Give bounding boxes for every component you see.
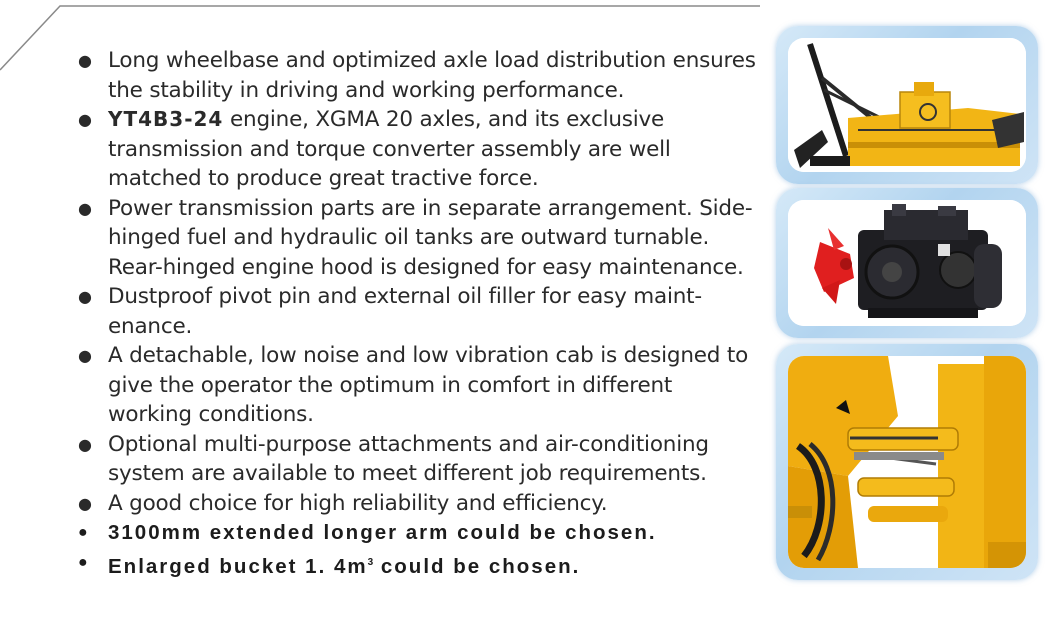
feature-item-arm: ● 3100mm extended longer arm could be chosen. — [70, 518, 760, 548]
bullet-icon: ● — [78, 493, 92, 513]
feature-item: ● A detachable, low noise and low vibration cab is designed to give the operator the optimum in comfort in different working conditions. — [78, 343, 749, 427]
diesel-engine-photo — [788, 200, 1026, 326]
feature-item: ● Dustproof pivot pin and external oil filler for easy maint- enance. — [78, 284, 702, 339]
bullet-icon: ● — [78, 554, 90, 571]
feature-item: ● YT4B3-24 engine, XGMA 20 axles, and its exclusive transmission and torque converter assembly are well matched to produce great tractive force. — [78, 107, 671, 191]
bullet-icon: ● — [78, 287, 92, 306]
loader-arm-hinge-photo — [788, 356, 1026, 568]
bullet-icon: ● — [78, 346, 92, 365]
feature-item: ● Optional multi-purpose attachments and air-conditioning system are available to meet different job requirements. — [78, 431, 709, 486]
bullet-icon: ● — [78, 51, 92, 70]
photo-frame-frame-assembly — [776, 26, 1038, 184]
feature-item-bucket: ● Enlarged bucket 1. $4m^3$ could be chosen. — [70, 548, 760, 582]
feature-item: ● Power transmission parts are in separate arrangement. Side-hinged fuel and hydraulic oil tanks are outward turnable. Rear-hinged engine hood is designed for easy maintenance. — [78, 195, 753, 280]
photo-frame-arm — [776, 344, 1038, 580]
bullet-icon: ● — [78, 524, 90, 541]
bullet-icon: ● — [78, 434, 92, 454]
engine-model: YT4B3-24 — [108, 107, 224, 131]
photo-frame-engine — [776, 188, 1038, 338]
bullet-icon: ● — [78, 198, 92, 218]
bullet-icon: ● — [78, 110, 92, 129]
loader-front-frame-photo — [788, 38, 1026, 172]
feature-item: ● A good choice for high reliability and efficiency. — [70, 489, 760, 519]
feature-list — [70, 46, 760, 582]
feature-item: ● Long wheelbase and optimized axle load distribution ensures the stability in driving and working performance. — [78, 48, 756, 103]
